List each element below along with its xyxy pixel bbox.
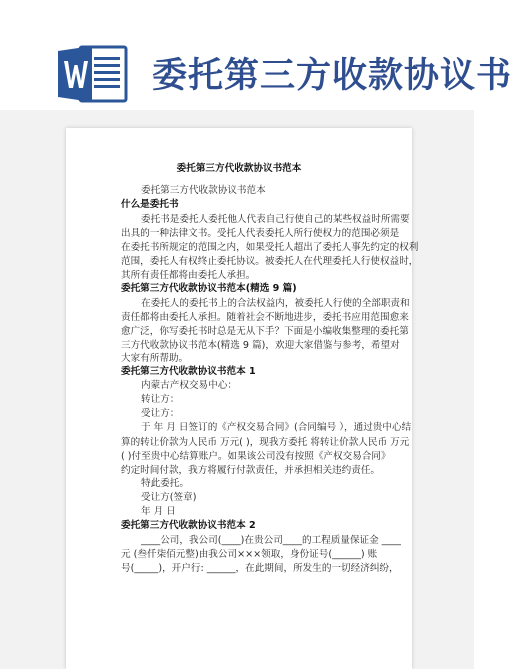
section-heading: 什么是委托书 [121, 199, 179, 210]
section-heading: 委托第三方代收款协议书范本 1 [121, 366, 256, 377]
doc-line: 委托第三方代收款协议书范本 [141, 185, 266, 196]
doc-line: 范围，委托人有权终止委托协议。被委托人在代理委托人行使权益时， [121, 256, 419, 267]
doc-line: 转让方： [141, 394, 180, 405]
word-icon [58, 45, 128, 103]
document-page [66, 128, 419, 669]
doc-line: 大家有所帮助。 [121, 353, 189, 364]
doc-line: 在委托书所规定的范围之内，如果受托人超出了委托人事先约定的权利 [121, 242, 419, 253]
banner-title: 委托第三方收款协议书 [152, 56, 512, 96]
doc-line: 责任都将由委托人承担。随着社会不断地进步，委托书应用范围愈来 [121, 312, 409, 323]
doc-line: 年 月 日 [141, 506, 176, 517]
doc-line: 元 (叁仟柒佰元整)由我公司×××领取，身份证号(______) 账 [121, 549, 378, 560]
doc-line: 出具的一种法律文书。受托人代表委托人所行使权力的范围必须是 [121, 228, 400, 239]
doc-line: 受让方(签章) [141, 492, 197, 503]
doc-line: 于 年 月 日签订的《产权交易合同》(合同编号 ），通过贵中心结 [141, 422, 412, 433]
doc-line: 内蒙古产权交易中心： [141, 380, 237, 391]
banner [0, 0, 512, 110]
doc-line: ____公司，我公司(____)在贵公司____的工程质量保证金 ____ [141, 535, 401, 546]
doc-line: 号(_____)，开户行: ______，在此期间，所发生的一切经济纠纷， [121, 563, 399, 574]
section-heading: 委托第三方代收款协议书范本 2 [121, 520, 256, 531]
doc-line: 约定时间付款，我方将履行付款责任，并承担相关违约责任。 [121, 465, 381, 476]
doc-line: ( )付至贵中心结算账户。如果该公司没有按照《产权交易合同》 [121, 451, 391, 462]
doc-line: 在委托人的委托书上的合法权益内，被委托人行使的全部职责和 [141, 298, 410, 309]
document-title: 委托第三方代收款协议书范本 [176, 163, 302, 174]
doc-line: 其所有责任都将由委托人承担。 [121, 270, 256, 281]
doc-line: 愈广泛，你写委托书时总是无从下手？下面是小编收集整理的委托第 [121, 326, 409, 337]
doc-line: 特此委托。 [141, 478, 189, 489]
section-heading: 委托第三方代收款协议书范本(精选 9 篇) [121, 283, 297, 294]
doc-line: 三方代收款协议书范本(精选 9 篇)，欢迎大家借鉴与参考，希望对 [121, 340, 400, 351]
doc-line: 委托书是委托人委托他人代表自己行使自己的某些权益时所需要 [141, 214, 410, 225]
doc-line: 算的转让价款为人民币 万元( )，现我方委托 将转让价款人民币 万元 [121, 437, 410, 448]
doc-line: 受让方： [141, 408, 180, 419]
